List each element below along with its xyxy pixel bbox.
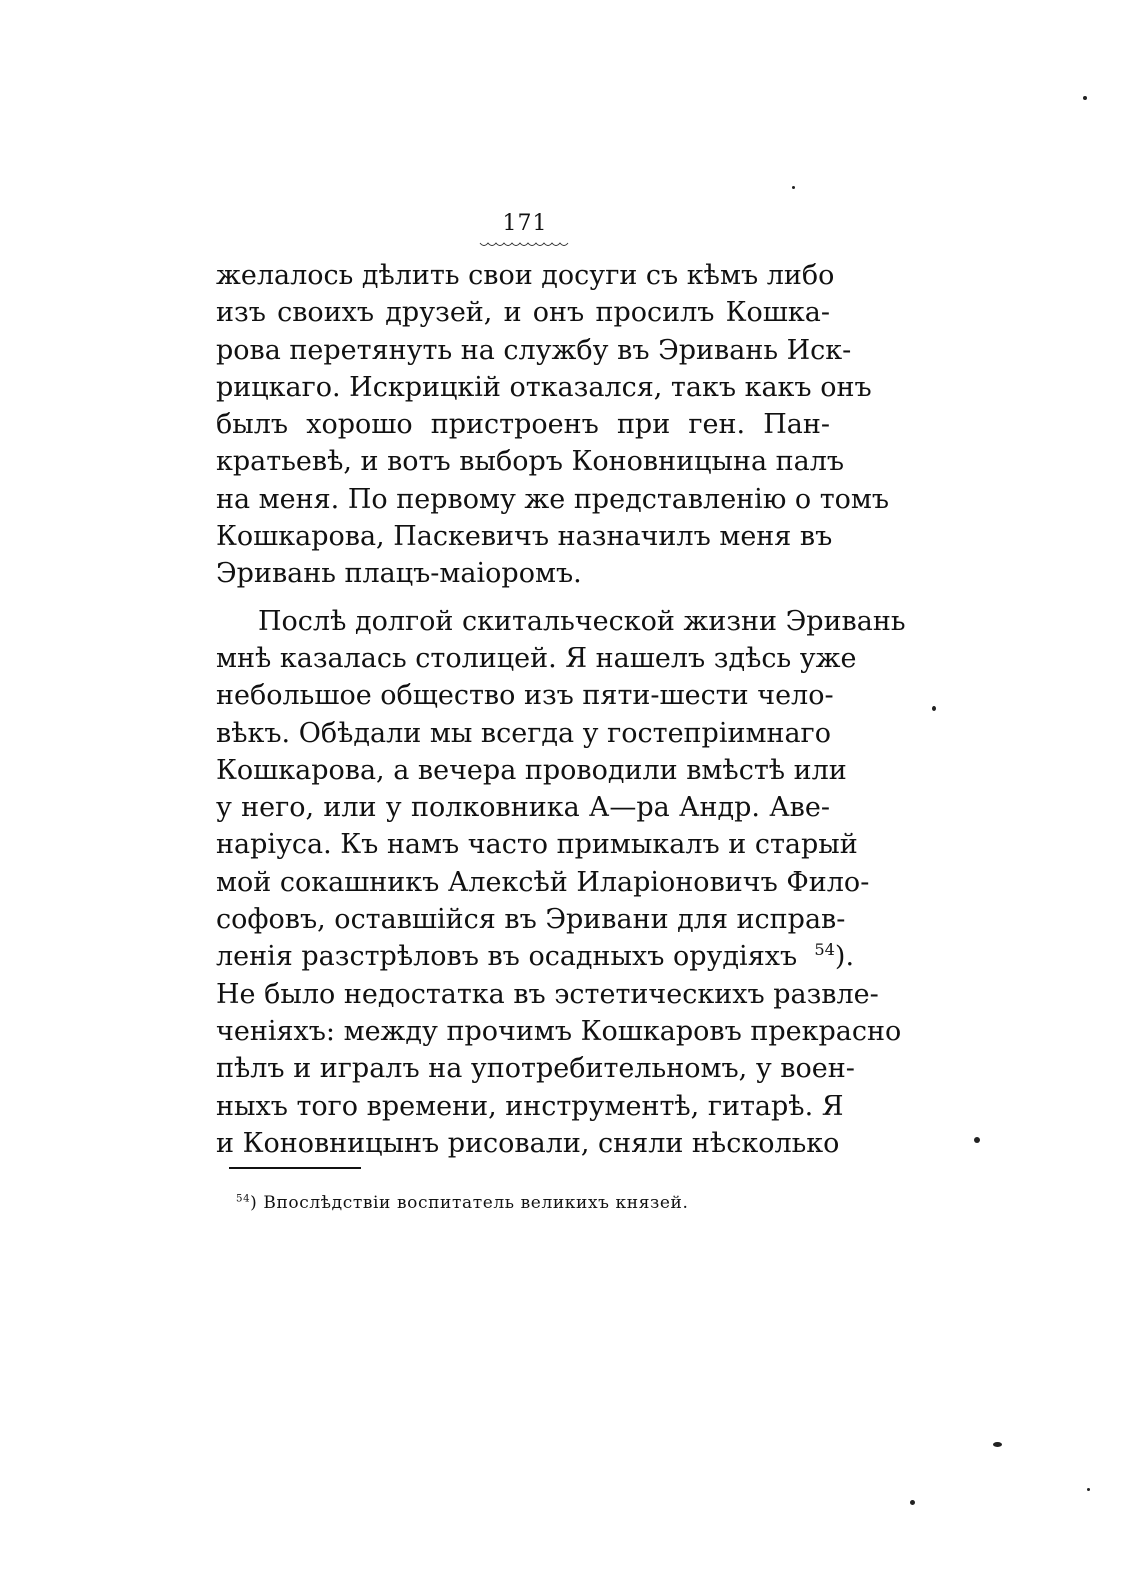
text-line: ченіяхъ: между прочимъ Кошкаровъ прекрасно bbox=[216, 1015, 902, 1047]
text-line: у него, или у полковника А—ра Андр. Аве- bbox=[216, 792, 830, 824]
text-line: мнѣ казалась столицей. Я нашелъ здѣсь уже bbox=[216, 642, 857, 674]
text-line: наріуса. Къ намъ часто примыкалъ и старый bbox=[216, 829, 858, 861]
scan-speck bbox=[974, 1137, 980, 1143]
scan-speck bbox=[792, 186, 795, 189]
text-line: Послѣ долгой скитальческой жизни Эривань bbox=[258, 605, 906, 637]
text-line: кратьевѣ, и вотъ выборъ Коновницына палъ bbox=[216, 446, 845, 478]
footnote-reference: 54 bbox=[814, 940, 835, 960]
scan-speck bbox=[910, 1500, 915, 1505]
text-line: вѣкъ. Обѣдали мы всегда у гостепріимнаго bbox=[216, 717, 831, 749]
footnote-marker: 54 bbox=[236, 1193, 251, 1205]
text-line: мой сокашникъ Алексѣй Иларіоновичъ Фило- bbox=[216, 866, 870, 898]
text-line: небольшое общество изъ пяти-шести чело- bbox=[216, 680, 834, 712]
scan-speck bbox=[1087, 1488, 1090, 1491]
text-line: Кошкарова, а вечера проводили вмѣстѣ или bbox=[216, 754, 847, 786]
text-line: желалось дѣлить свои досуги съ кѣмъ либо bbox=[216, 260, 835, 291]
page-number: 171 bbox=[502, 211, 548, 236]
footnote-reference-close: ). bbox=[834, 941, 855, 973]
text-line: былъ хорошо пристроенъ при ген. Пан- bbox=[216, 409, 830, 441]
footnote bbox=[236, 1190, 836, 1216]
body-text bbox=[216, 257, 906, 1162]
text-line-text: ленія разстрѣловъ въ осадныхъ орудіяхъ bbox=[216, 941, 798, 973]
footnote-text: ) Впослѣдствіи воспитатель великихъ князей. bbox=[250, 1193, 689, 1213]
text-line: и Коновницынъ рисовали, сняли нѣсколько bbox=[216, 1127, 840, 1159]
paragraph-2 bbox=[216, 603, 906, 1162]
text-line: ныхъ того времени, инструментѣ, гитарѣ. Я bbox=[216, 1090, 844, 1122]
text-line-with-footnote bbox=[216, 938, 855, 975]
text-line: софовъ, оставшійся въ Эривани для исправ- bbox=[216, 904, 846, 936]
text-line: на меня. По первому же представленію о томъ bbox=[216, 483, 890, 515]
scan-speck bbox=[993, 1442, 1002, 1447]
text-line: Кошкарова, Паскевичъ назначилъ меня въ bbox=[216, 521, 833, 553]
text-line: Не было недостатка въ эстетическихъ развле- bbox=[216, 978, 879, 1010]
page-number-ornament bbox=[478, 240, 568, 250]
scan-speck bbox=[932, 706, 936, 711]
text-line: рицкаго. Искрицкій отказался, такъ какъ онъ bbox=[216, 371, 872, 403]
paragraph-1 bbox=[216, 257, 890, 593]
footnote-rule bbox=[229, 1167, 361, 1169]
text-line: пѣлъ и игралъ на употребительномъ, у воен- bbox=[216, 1053, 855, 1085]
text-line: рова перетянуть на службу въ Эривань Иск- bbox=[216, 334, 852, 366]
text-line: Эривань плацъ-маіоромъ. bbox=[216, 558, 582, 590]
scan-speck bbox=[1083, 96, 1087, 100]
text-line: изъ своихъ друзей, и онъ просилъ Кошка- bbox=[216, 297, 830, 329]
